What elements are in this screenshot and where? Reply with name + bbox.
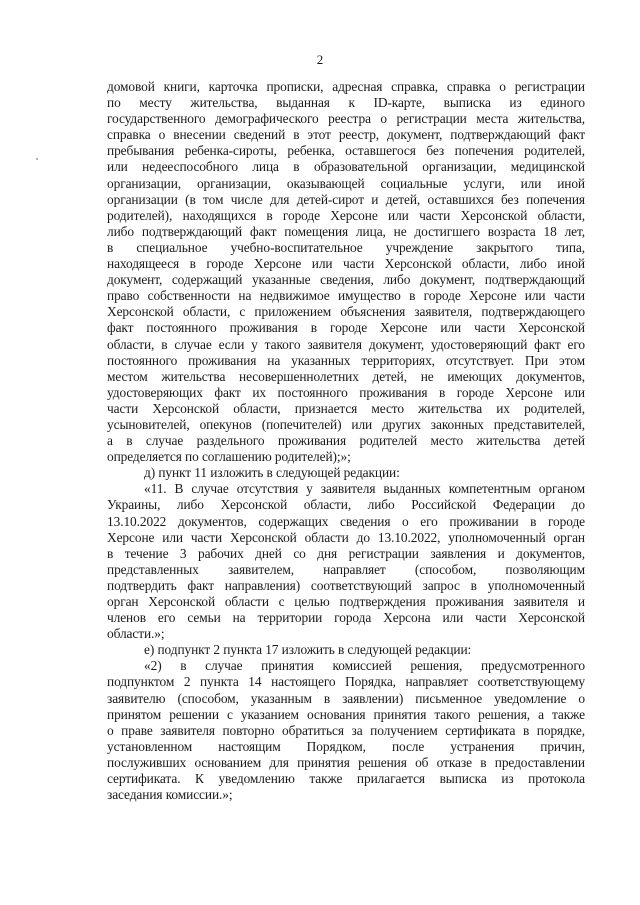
text-line: орган Херсонской области с целью подтверждения проживания заявителя и	[107, 594, 585, 609]
text-line: по месту жительства, выданная к ID-карте, выписка из единого	[107, 95, 585, 111]
text-line: подпунктом 2 пункта 14 настоящего Порядка, направляет соответствующему	[107, 674, 585, 690]
text-line: заявителю (способом, указанным в заявлении) письменное уведомление о	[107, 690, 585, 706]
text-line: право собственности на недвижимое имущество в городе Херсоне или части	[107, 288, 585, 304]
text-line: послуживших основанием для принятия решения об отказе в предоставлении	[107, 754, 585, 770]
text-line: постоянного проживания на указанных территориях, отсутствует. При этом	[107, 352, 585, 368]
document-body	[107, 79, 585, 803]
text-line: местом жительства несовершеннолетних детей, не имеющих документов,	[107, 368, 585, 384]
text-line: области, в случае если у такого заявителя документ, удостоверяющий факт его	[107, 336, 585, 352]
text-line: «11. В случае отсутствия у заявителя выданных компетентным органом	[144, 481, 585, 497]
text-line: а в случае раздельного проживания родителей место жительства детей	[107, 433, 585, 449]
text-line: государственного демографического реестра о регистрации места жительства,	[107, 111, 585, 127]
text-line: Украины, либо Херсонской области, либо Российской Федерации до	[107, 497, 585, 513]
text-line: представленных заявителем, направляет (способом, позволяющим	[107, 561, 585, 577]
text-line: организации, организации, оказывающей социальные услуги, или иной	[107, 175, 585, 191]
margin-mark	[36, 158, 38, 160]
text-line: находящееся в городе Херсоне или части Херсонской области, либо иной	[107, 256, 585, 272]
text-line: д) пункт 11 изложить в следующей редакции:	[144, 465, 400, 481]
text-line: удостоверяющих факт их постоянного проживания в городе Херсоне или	[107, 384, 585, 400]
text-line: или недееспособного лица в образовательной организации, медицинской	[107, 159, 585, 175]
text-line: в специальное учебно-воспитательное учреждение закрытого типа,	[107, 239, 585, 255]
text-line: установленном настоящим Порядком, после устранения причин,	[107, 738, 585, 754]
text-line: либо подтверждающий факт помещения лица, не достигшего возраста 18 лет,	[107, 223, 585, 239]
text-line: членов его семьи на территории города Херсона или части Херсонской	[107, 610, 585, 626]
text-line: принятом решении с указанием основания принятия такого решения, а также	[107, 706, 585, 722]
text-line: Херсоне или части Херсонской области до 13.10.2022, уполномоченный орган	[107, 529, 585, 545]
text-line: «2) в случае принятия комиссией решения, предусмотренного	[144, 658, 585, 674]
text-line: Херсонской области, с приложением объяснения заявителя, подтверждающего	[107, 304, 585, 320]
text-line: области.»;	[107, 626, 165, 642]
page-number: 2	[316, 52, 324, 67]
text-line: справка о внесении сведений в этот реестр, документ, подтверждающий факт	[107, 127, 585, 143]
text-line: домовой книги, карточка прописки, адресная справка, справка о регистрации	[107, 79, 585, 94]
text-line: части Херсонской области, признается место жительства их родителей,	[107, 400, 585, 416]
text-line: документ, содержащий указанные сведения, либо документ, подтверждающий	[107, 272, 585, 288]
text-line: о праве заявителя повторно обратиться за получением сертификата в порядке,	[107, 722, 585, 738]
text-line: заседания комиссии.»;	[107, 787, 233, 803]
text-line: в течение 3 рабочих дней со дня регистрации заявления и документов,	[107, 545, 585, 561]
text-line: усыновителей, опекунов (попечителей) или других законных представителей,	[107, 416, 585, 432]
text-line: 13.10.2022 документов, содержащих сведения о его проживании в городе	[107, 513, 585, 529]
text-line: факт постоянного проживания в городе Херсоне или части Херсонской	[107, 320, 585, 336]
text-line: е) подпункт 2 пункта 17 изложить в следующей редакции:	[144, 642, 472, 658]
text-line: сертификата. К уведомлению также прилагается выписка из протокола	[107, 771, 585, 787]
text-line: подтвердить факт направления) соответствующий запрос в уполномоченный	[107, 577, 585, 593]
text-line: пребывания ребенка-сироты, ребенка, оставшегося без попечения родителей,	[107, 143, 585, 159]
text-line: организации (в том числе для детей-сирот и детей, оставшихся без попечения	[107, 191, 585, 207]
text-line: определяется по соглашению родителей);»;	[107, 449, 351, 465]
text-line: родителей), находящихся в городе Херсоне или части Херсонской области,	[107, 207, 585, 223]
